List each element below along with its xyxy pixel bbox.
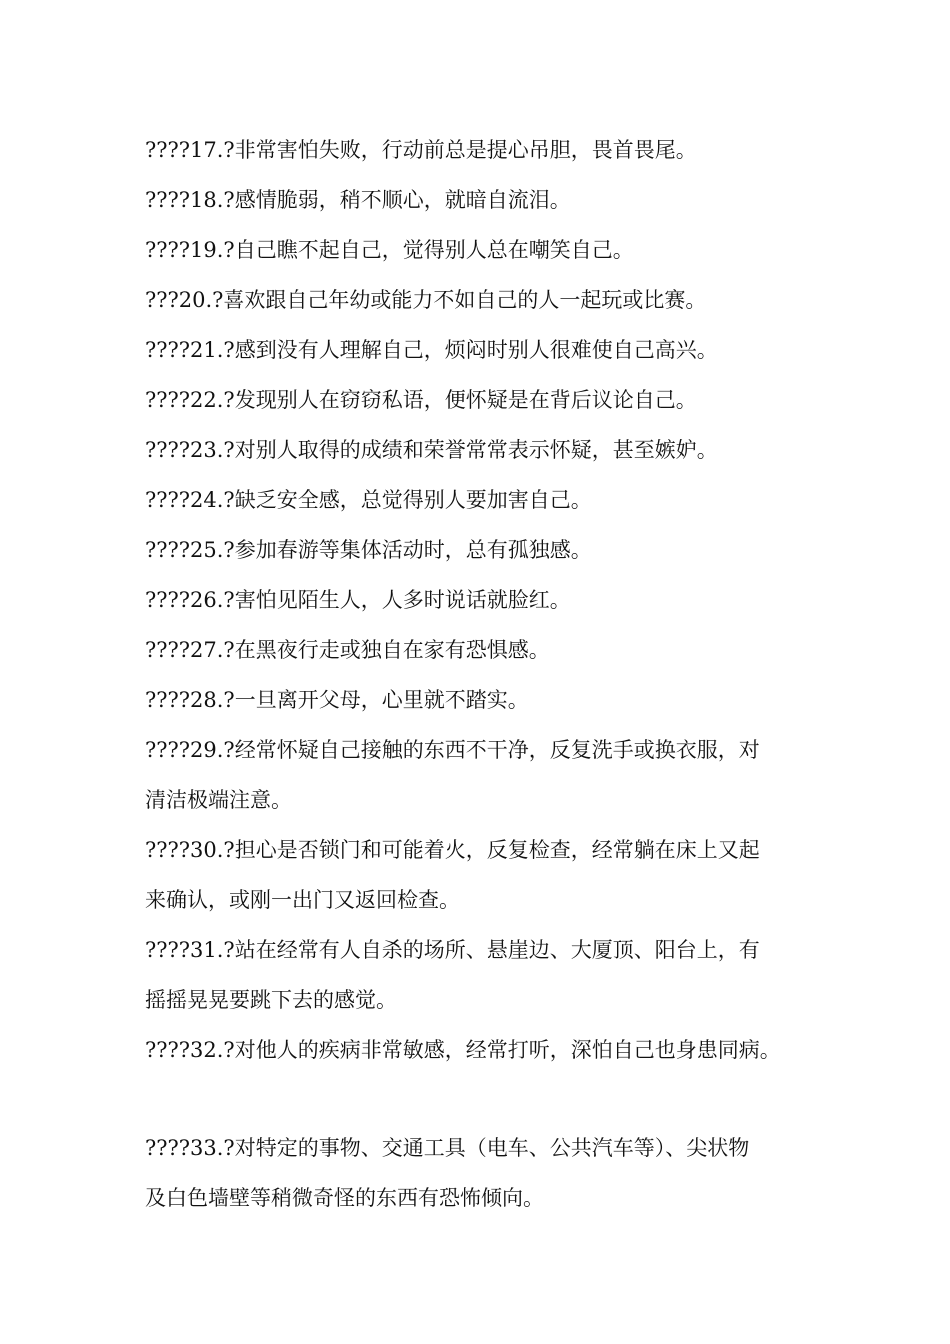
question-20: ???20.?喜欢跟自己年幼或能力不如自己的人一起玩或比赛。 [145, 288, 707, 312]
question-33: ????33.?对特定的事物、交通工具（电车、公共汽车等）、尖状物 [145, 1136, 750, 1160]
question-28: ????28.?一旦离开父母，心里就不踏实。 [145, 688, 529, 712]
question-29: ????29.?经常怀疑自己接触的东西不干净，反复洗手或换衣服，对 [145, 738, 760, 762]
question-24: ????24.?缺乏安全感，总觉得别人要加害自己。 [145, 488, 592, 512]
question-27: ????27.?在黑夜行走或独自在家有恐惧感。 [145, 638, 550, 662]
question-23: ????23.?对别人取得的成绩和荣誉常常表示怀疑，甚至嫉妒。 [145, 438, 718, 462]
question-30-continued: 来确认，或刚一出门又返回检查。 [145, 888, 460, 912]
question-17: ????17.?非常害怕失败，行动前总是提心吊胆，畏首畏尾。 [145, 138, 697, 162]
question-29-continued: 清洁极端注意。 [145, 788, 292, 812]
question-21: ????21.?感到没有人理解自己，烦闷时别人很难使自己高兴。 [145, 338, 718, 362]
question-25: ????25.?参加春游等集体活动时，总有孤独感。 [145, 538, 592, 562]
question-26: ????26.?害怕见陌生人，人多时说话就脸红。 [145, 588, 571, 612]
question-18: ????18.?感情脆弱，稍不顺心，就暗自流泪。 [145, 188, 571, 212]
question-31-continued: 摇摇晃晃要跳下去的感觉。 [145, 988, 397, 1012]
question-19: ????19.?自己瞧不起自己，觉得别人总在嘲笑自己。 [145, 238, 634, 262]
question-32: ????32.?对他人的疾病非常敏感，经常打听，深怕自己也身患同病。 [145, 1038, 781, 1062]
question-31: ????31.?站在经常有人自杀的场所、悬崖边、大厦顶、阳台上，有 [145, 938, 760, 962]
question-22: ????22.?发现别人在窃窃私语，便怀疑是在背后议论自己。 [145, 388, 697, 412]
question-30: ????30.?担心是否锁门和可能着火，反复检查，经常躺在床上又起 [145, 838, 760, 862]
question-33-continued: 及白色墙壁等稍微奇怪的东西有恐怖倾向。 [145, 1186, 544, 1210]
